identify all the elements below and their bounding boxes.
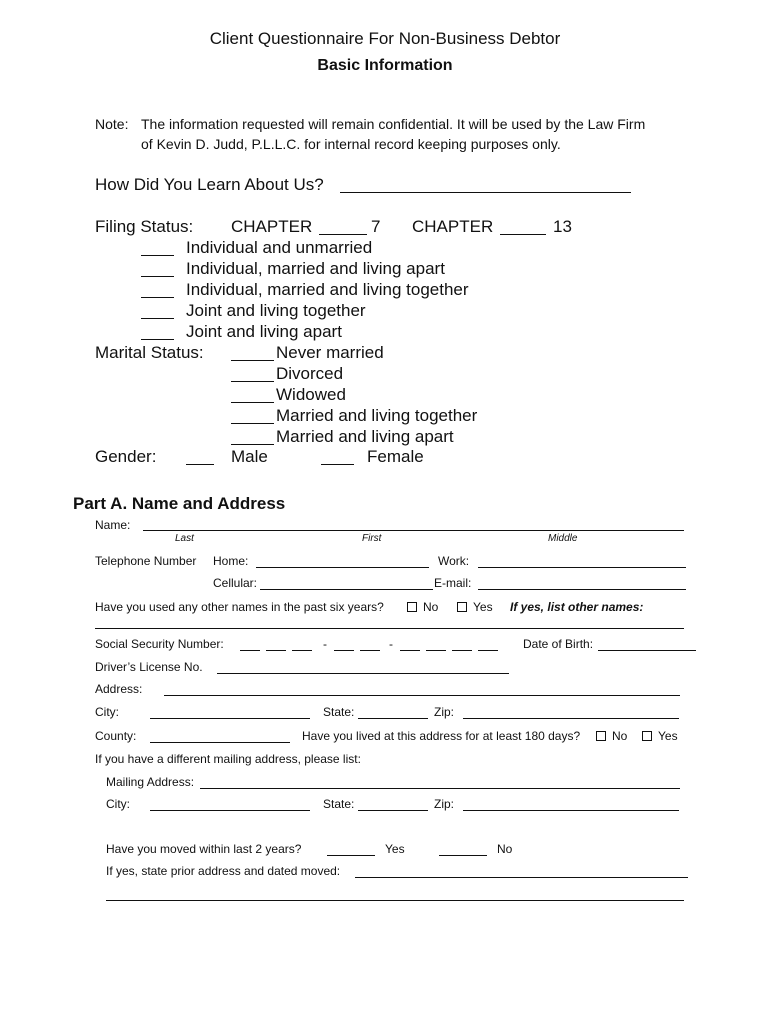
mailing-city-field[interactable] (150, 810, 310, 811)
work-phone-label: Work: (438, 554, 470, 568)
checkbox-icon (642, 731, 652, 741)
chapter-13-label: CHAPTER (412, 217, 494, 236)
ssn-digit[interactable] (478, 650, 498, 651)
marital-option-blank[interactable] (231, 423, 274, 424)
license-label: Driver’s License No. (95, 660, 203, 674)
lived-180-yes-label: Yes (658, 729, 678, 743)
filing-status-label: Filing Status: (95, 217, 194, 236)
checkbox-icon (457, 602, 467, 612)
ssn-digit[interactable] (400, 650, 420, 651)
license-field[interactable] (217, 673, 509, 674)
name-first-caption: First (362, 533, 382, 544)
marital-option: Married and living together (276, 406, 478, 425)
telephone-label: Telephone Number (95, 554, 197, 568)
other-names-yes-label: Yes (473, 600, 493, 614)
county-field[interactable] (150, 742, 290, 743)
document-title: Client Questionnaire For Non-Business Debtor (209, 29, 561, 48)
chapter-13-blank[interactable] (500, 234, 546, 235)
name-middle-caption: Middle (548, 533, 578, 544)
document-subtitle: Basic Information (317, 57, 453, 74)
ssn-label: Social Security Number: (95, 637, 224, 651)
other-names-yes[interactable] (457, 600, 493, 614)
filing-option: Joint and living together (186, 301, 366, 320)
gender-female: Female (367, 447, 424, 466)
mailing-address-field[interactable] (200, 788, 680, 789)
how-learn-field[interactable] (340, 192, 631, 193)
marital-option: Divorced (276, 364, 344, 383)
marital-option-blank[interactable] (231, 381, 274, 382)
marital-option: Widowed (276, 385, 346, 404)
ssn-digit[interactable] (426, 650, 446, 651)
prior-address-label: If yes, state prior address and dated moved: (106, 864, 341, 878)
note-label: Note: (95, 116, 129, 132)
ssn-digit[interactable] (452, 650, 472, 651)
prior-address-field-2[interactable] (106, 900, 684, 901)
how-learn-label: How Did You Learn About Us? (95, 175, 324, 194)
moved-no-label: No (497, 842, 513, 856)
checkbox-icon (407, 602, 417, 612)
chapter-7-label: CHAPTER (231, 217, 313, 236)
moved-no-blank[interactable] (439, 855, 487, 856)
email-label: E-mail: (434, 576, 472, 590)
ssn-digit[interactable] (334, 650, 354, 651)
filing-option-blank[interactable] (141, 276, 174, 277)
zip-field[interactable] (463, 718, 679, 719)
moved-yes-blank[interactable] (327, 855, 375, 856)
dob-field[interactable] (598, 650, 696, 651)
name-last-caption: Last (175, 533, 194, 544)
cellular-field[interactable] (260, 589, 433, 590)
checkbox-icon (596, 731, 606, 741)
filing-option: Individual, married and living together (186, 280, 469, 299)
work-phone-field[interactable] (478, 567, 686, 568)
city-field[interactable] (150, 718, 310, 719)
filing-option-blank[interactable] (141, 297, 174, 298)
zip-label: Zip: (434, 705, 455, 719)
ssn-separator: - (323, 637, 327, 651)
filing-option: Joint and living apart (186, 322, 342, 341)
other-names-no-label: No (423, 600, 439, 614)
ssn-digit[interactable] (240, 650, 260, 651)
ssn-digit[interactable] (360, 650, 380, 651)
filing-option-blank[interactable] (141, 339, 174, 340)
marital-option: Never married (276, 343, 384, 362)
filing-option-blank[interactable] (141, 318, 174, 319)
marital-status-label: Marital Status: (95, 343, 204, 362)
mailing-zip-field[interactable] (463, 810, 679, 811)
name-field[interactable] (143, 530, 684, 531)
home-phone-field[interactable] (256, 567, 429, 568)
chapter-13-number: 13 (553, 217, 572, 236)
state-label: State: (323, 705, 355, 719)
gender-label: Gender: (95, 447, 157, 466)
lived-180-yes[interactable] (642, 729, 678, 743)
moved-yes-label: Yes (385, 842, 405, 856)
part-a-title: Part A. Name and Address (73, 494, 286, 513)
name-label: Name: (95, 518, 131, 532)
address-label: Address: (95, 682, 143, 696)
gender-male: Male (231, 447, 268, 466)
lived-180-no[interactable] (596, 729, 627, 743)
ssn-digit[interactable] (266, 650, 286, 651)
note-line-2: of Kevin D. Judd, P.L.L.C. for internal record keeping purposes only. (141, 136, 561, 152)
mailing-address-label: Mailing Address: (106, 775, 195, 789)
marital-option-blank[interactable] (231, 402, 274, 403)
home-phone-label: Home: (213, 554, 249, 568)
note-line-1: The information requested will remain confidential. It will be used by the Law Firm (141, 116, 646, 132)
moved-question: Have you moved within last 2 years? (106, 842, 302, 856)
city-label: City: (95, 705, 119, 719)
mailing-zip-label: Zip: (434, 797, 455, 811)
marital-option-blank[interactable] (231, 360, 274, 361)
marital-option: Married and living apart (276, 427, 454, 446)
email-field[interactable] (478, 589, 686, 590)
chapter-7-blank[interactable] (319, 234, 367, 235)
cellular-label: Cellular: (213, 576, 258, 590)
filing-option: Individual, married and living apart (186, 259, 445, 278)
other-names-question: Have you used any other names in the past six years? (95, 600, 384, 614)
lived-180-no-label: No (612, 729, 628, 743)
if-yes-list-label: If yes, list other names: (510, 600, 644, 614)
mailing-state-field[interactable] (358, 810, 428, 811)
gender-female-blank[interactable] (321, 464, 354, 465)
mailing-state-label: State: (323, 797, 355, 811)
state-field[interactable] (358, 718, 428, 719)
dob-label: Date of Birth: (523, 637, 594, 651)
other-names-field[interactable] (95, 628, 684, 629)
prior-address-field[interactable] (355, 877, 688, 878)
gender-male-blank[interactable] (186, 464, 214, 465)
other-names-no[interactable] (407, 600, 438, 614)
county-label: County: (95, 729, 137, 743)
mailing-city-label: City: (106, 797, 130, 811)
ssn-digit[interactable] (292, 650, 312, 651)
different-mailing-label: If you have a different mailing address, please list: (95, 752, 361, 766)
filing-option-blank[interactable] (141, 255, 174, 256)
marital-option-blank[interactable] (231, 444, 274, 445)
chapter-7-number: 7 (371, 217, 381, 236)
lived-180-question: Have you lived at this address for at least 180 days? (302, 729, 581, 743)
ssn-separator: - (389, 637, 393, 651)
address-field[interactable] (164, 695, 680, 696)
filing-option: Individual and unmarried (186, 238, 373, 257)
